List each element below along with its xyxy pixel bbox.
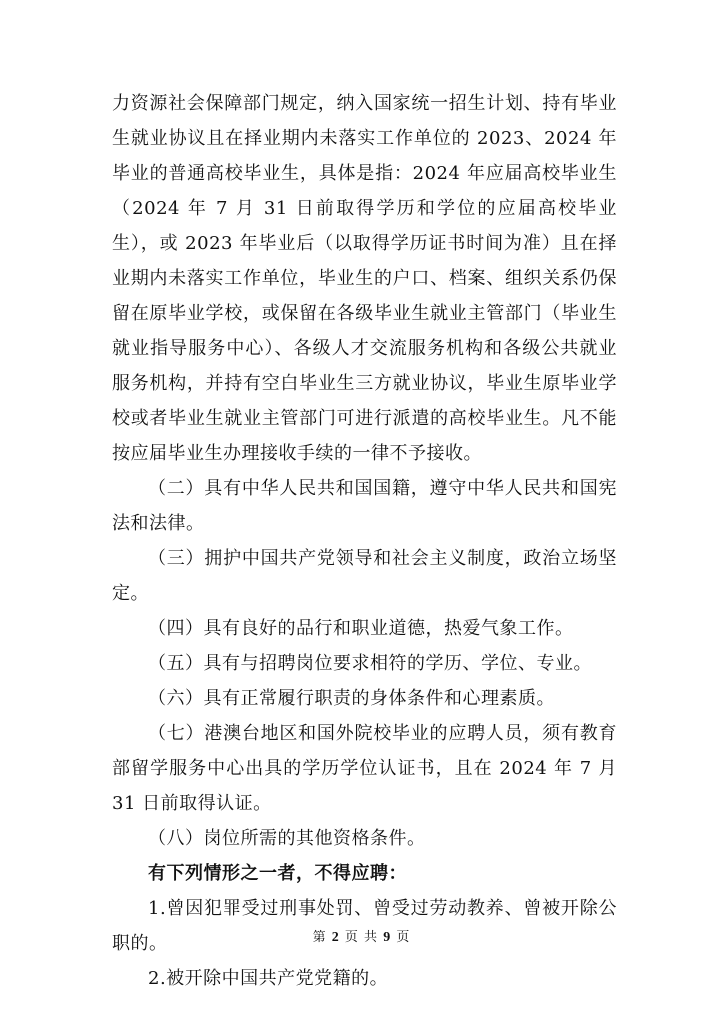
disqualification-item-2: 2.被开除中国共产党党籍的。 [148, 968, 389, 989]
footer-total-pages: 9 [383, 930, 392, 945]
paragraph-item-7: （七）港澳台地区和国外院校毕业的应聘人员，须有教育部留学服务中心出具的学历学位认证书，且在 2024 年 7 月 31 日前取得认证。 [112, 723, 617, 814]
paragraph-item-4: （四）具有良好的品行和职业道德，热爱气象工作。 [148, 618, 574, 639]
disqualification-item-1: 1.曾因犯罪受过刑事处罚、曾受过劳动教养、曾被开除公职的。 [112, 898, 617, 954]
page-footer [0, 928, 723, 948]
paragraph-item-8: （八）岗位所需的其他资格条件。 [148, 828, 426, 849]
footer-prefix: 第 [312, 930, 327, 945]
section-heading-disqualifications: 有下列情形之一者，不得应聘： [148, 863, 407, 884]
paragraph-continuation: 力资源社会保障部门规定，纳入国家统一招生计划、持有毕业生就业协议且在择业期内未落实工作单位的 2023、2024 年毕业的普通高校毕业生，具体是指：2024 年应届高校毕业生（2024 年 7 月 31 日前取得学历和学位的应届高校毕业生），或 2023 年毕业后（以取得学历证书时间为准）且在择业期内未落实工作单位，毕业生的户口、档案、组织关系仍保留在原毕业学校，或保留在各级毕业生就业主管部门（毕业生就业指导服务中心）、各级人才交流服务机构和各级公共就业服务机构，并持有空白毕业生三方就业协议，毕业生原毕业学校或者毕业生就业主管部门可进行派遣的高校毕业生。凡不能按应届毕业生办理接收手续的一律不予接收。 [112, 93, 617, 464]
footer-middle: 页 共 [344, 930, 379, 945]
footer-suffix: 页 [396, 930, 411, 945]
paragraph-item-5: （五）具有与招聘岗位要求相符的学历、学位、专业。 [148, 653, 592, 674]
paragraph-item-2: （二）具有中华人民共和国国籍，遵守中华人民共和国宪法和法律。 [112, 478, 617, 534]
document-body [112, 86, 617, 996]
footer-current-page: 2 [331, 930, 340, 945]
paragraph-item-6: （六）具有正常履行职责的身体条件和心理素质。 [148, 688, 555, 709]
paragraph-item-3: （三）拥护中国共产党领导和社会主义制度，政治立场坚定。 [112, 548, 617, 604]
